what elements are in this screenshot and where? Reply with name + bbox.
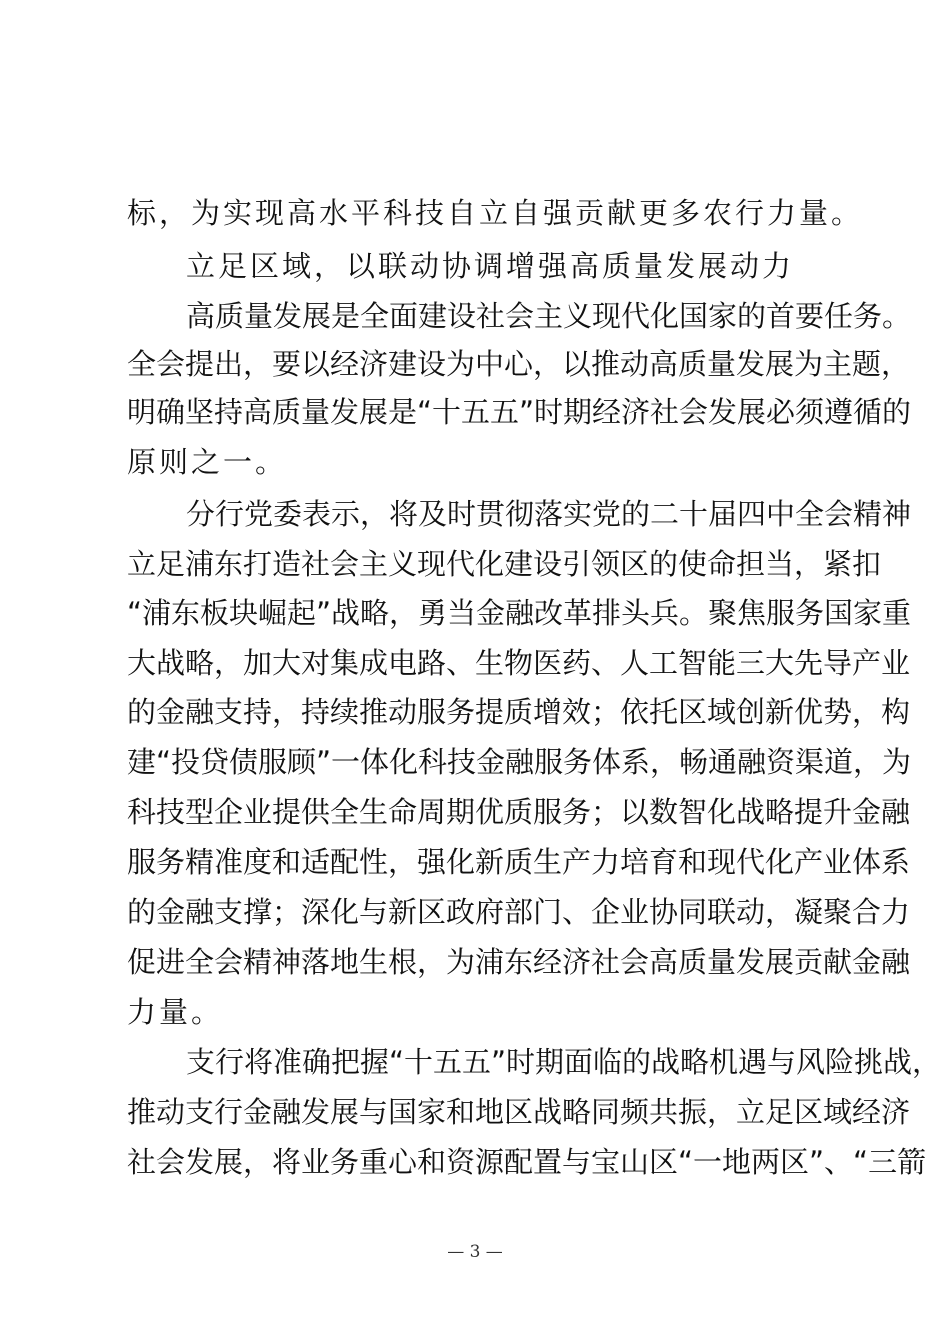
text-line-5: 明确坚持高质量发展是“十五五”时期经济社会发展必须遵循的 xyxy=(127,395,912,429)
text-line-15: 的金融支撑；深化与新区政府部门、企业协同联动，凝聚合力 xyxy=(127,895,911,929)
text-line-1: 标，为实现高水平科技自立自强贡献更多农行力量。 xyxy=(127,196,864,230)
text-line-3: 高质量发展是全面建设社会主义现代化国家的首要任务。 xyxy=(186,299,912,333)
text-line-14: 服务精准度和适配性，强化新质生产力培育和现代化产业体系 xyxy=(127,845,911,879)
text-line-10: 大战略，加大对集成电路、生物医药、人工智能三大先导产业 xyxy=(127,646,911,680)
text-line-13: 科技型企业提供全生命周期优质服务；以数智化战略提升金融 xyxy=(127,795,911,829)
text-line-12: 建“投贷债服顾”一体化科技金融服务体系，畅通融资渠道，为 xyxy=(127,745,912,779)
text-line-7: 分行党委表示，将及时贯彻落实党的二十届四中全会精神 xyxy=(186,497,912,531)
text-line-19: 推动支行金融发展与国家和地区战略同频共振，立足区域经济 xyxy=(127,1095,911,1129)
text-line-4: 全会提出，要以经济建设为中心，以推动高质量发展为主题， xyxy=(127,347,911,381)
text-line-16: 促进全会精神落地生根，为浦东经济社会高质量发展贡献金融 xyxy=(127,945,911,979)
text-line-9: “浦东板块崛起”战略，勇当金融改革排头兵。聚焦服务国家重 xyxy=(127,596,912,630)
page-number: — 3 — xyxy=(447,1242,503,1262)
text-line-11: 的金融支持，持续推动服务提质增效；依托区域创新优势，构 xyxy=(127,695,911,729)
text-line-17: 力量。 xyxy=(127,995,224,1029)
text-line-18: 支行将准确把握“十五五”时期面临的战略机遇与风险挑战， xyxy=(186,1045,942,1079)
text-line-6: 原则之一。 xyxy=(127,445,288,479)
section-heading: 立足区域，以联动协调增强高质量发展动力 xyxy=(186,249,795,283)
text-line-8: 立足浦东打造社会主义现代化建设引领区的使命担当，紧扣 xyxy=(127,547,882,581)
text-line-20: 社会发展，将业务重心和资源配置与宝山区“一地两区”、“三箭 xyxy=(127,1145,927,1179)
